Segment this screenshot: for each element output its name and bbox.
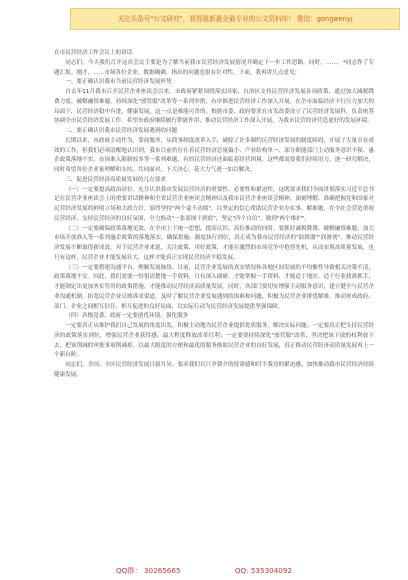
qq-group-label: QQ群： 30265665 <box>115 566 181 575</box>
intro-paragraph: 同志们，今天我们召开这次会议主要是为了解当前我市民营经济发展情况并确定下一步工作思路。同时，……。*同志作了专题汇报。刚才，……市场各位企业、数据确确、指出的问题也很有针对性。下面，我再讲几点意见： <box>54 59 374 76</box>
qq-label: QQ: 535304092 <box>234 566 293 575</box>
section-2-body: 长期以来，市政府主动作为，靠前服务，从简事制度改革入手，破除了许多制约民营经济发展的制度障碍，开展了大量卓有成效的工作，但我们必须清醒地认识到，我市目前仍存在着民营经济总量偏小、产业结构单一、部分职能部门主动服务意识不强、惠企政策落地不实、市场准入限制较多等一系列难题，有的民营经济还面临着经营困境。这些都需要我们持续用力，逐一研究解决，同时希望各位企业家理解和支持，共同面对，下大决心，花大力气逐一加以解决。 <box>54 137 374 173</box>
closing-paragraph: 同志们，全国、全区民营经济发展日新月异，要求我们以只争朝夕的使命感和时不我待的紧迫感，加快推动我市民营经济持续健康发展。 <box>54 362 374 378</box>
requirement-4-heading: （四）各级党委、政府一定要创优环境、强化服务 <box>65 313 189 320</box>
requirement-4-body: 一定要真正从维护我们自己发展的角度出发，积极主动地为民营企业提供优质服务，解决实际问题；一定要真正把支持民营经济的政策落实到位，增强民营企业获得感，最大程度释放改革红利；一定要要持续深化"放管服"改革，坚决把该下放的权利放下去，把该削减的审批事项削减掉，以最大限度的方便和最优的服务换取民营企业的良好发展，真正推动民营经济高质量发展再上一个新台阶。 <box>54 323 374 359</box>
section-2-heading: 二、要正确认识我市民营经济发展遇到的问题 <box>65 128 178 134</box>
requirement-1: （一）一定要提高政治站位。充分认识我市发展民营经济的重要性、必要性和紧迫性，这既要求我们全面贯彻落实习近平总书记在民营企业座谈会上的重要讲话精神和全省民营企业座谈会精神以及我市民营企业座谈会精神，深刻理解、准确把握党和国家对民营经济发展的鲜明立场和大政方针，始终坚持"两个毫不动摇"，以坚定的信心帮助民营企业办实事、解难题，在全社会营造重视民营经济、支持民营经济的良好氛围，全力推动"一张蓝图干到底"，坚定"四个自信"，做到"两个维护"。 <box>54 186 374 222</box>
document-title: 在市民营经济工作会议上的讲话 <box>54 50 133 56</box>
section-1-body: 自去年11月我市召开民营企业座谈会以来，市政府紧紧围绕落实国家、自治区支持民营经济发展各项政策，通过加大减税降费力度、破解融资难题、持续深化"放管服"改革等一系列举措，有序推进民营经济工作深入开展，在全市面临经济下行压力加大的局面下，民营经济稳中有进，健康发展，这一点是难能可贵的。根据市委、政府要求在市发改委设立了民营经济发展科，负责统筹协调全市民营经济发展工作。希望市政府继续履行职能作用，推动民营经济工作深入开展，为我市民营经济营造更好的发展环境。 <box>54 89 374 125</box>
promo-banner: 关注头条号"公文研究"，获得最新最全最专业的公文资料库！ 微信：gongwenyj <box>70 8 400 30</box>
section-3-heading: 三、促进民营经济高质量发展的几点要求 <box>65 176 166 183</box>
requirement-3: （三）一定要搭建沟通平台，理顺发展脉络。目前，民营企业发展的真实情况和各地区间发展的不均衡性导致相关决策不清，政策落地不实。因此，我们需要一份很清楚地一手资料，只有深入调研，才能掌握一手资料，才能适于地区、适于行业找准抓手，才能制定出更加务实管用的政策措施，才能推动民营经济高质量发展。同时，各部门要切实增强主动服务意识，建立健全与民营企业沟通机制，拓宽民营企业反映诉求渠道，及时了解民营企业发展遇到的困难和问题，积极为民营企业排忧解难。推动形成政府、部门、企业之间相互信任、相互促进的良好局面，以实际行动为民营经济发展提供坚强保障。 <box>54 264 374 310</box>
speech-document <box>54 49 374 381</box>
footer-contact <box>0 566 408 575</box>
section-1-heading: 一、要正确认识我市当前民营经济发展形势 <box>65 79 172 86</box>
requirement-2: （二）一定要确保政策落地见效。在全市上下统一思想、提高认识、高位推动的同时，要抓好减税降费、破解融资难题、加大市场开放准入等一系列惠企政策的落地落实，确保措施、制度执行到位，真正成为我市民营经济的"助推器""润滑剂"，推动民营经济发展不断取得新成效。对于民营企业来说，关注政策、用好政策，才能在激烈的市场竞争中抢得先机，从而实现高质量发展，也只有这样，民营企业才能发展壮大，这样才能真正实现民营经济平稳发展。 <box>54 225 374 261</box>
